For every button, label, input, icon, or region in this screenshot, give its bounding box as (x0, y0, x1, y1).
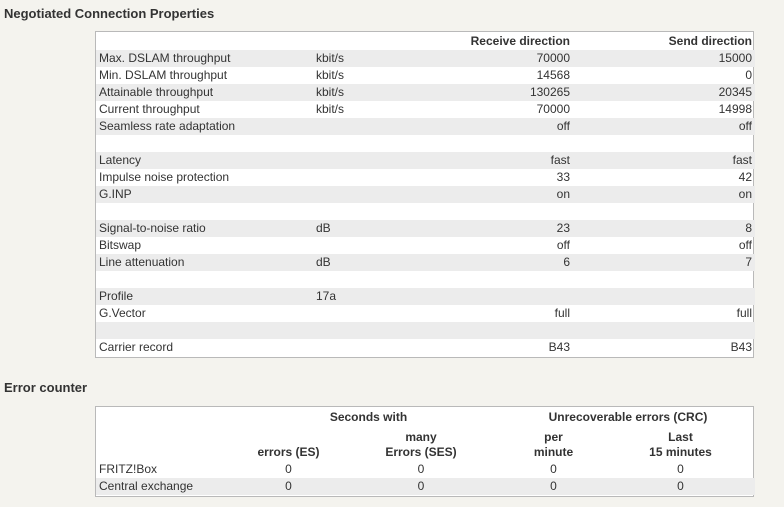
table-row (96, 152, 755, 169)
row-send-value: 42 (738, 170, 752, 184)
row-unit: kbit/s (316, 102, 345, 116)
row-unit (313, 203, 423, 220)
row-send-value (573, 203, 755, 220)
error-counter-panel (95, 406, 754, 497)
row-receive-value: B43 (548, 340, 570, 354)
header-per-line2: minute (533, 445, 574, 459)
row-receive-value: 14568 (536, 68, 570, 82)
row-label (96, 203, 313, 220)
header-last-line1: Last (668, 430, 693, 444)
table-row (96, 101, 755, 118)
row-send-value (573, 288, 755, 305)
table-row (96, 339, 755, 356)
table-header-row (96, 32, 755, 50)
row-send-value (573, 271, 755, 288)
error-subheader-empty (96, 427, 236, 461)
row-receive-value (423, 271, 573, 288)
row-send-value: full (736, 306, 752, 320)
errors-es-value: 0 (285, 462, 292, 476)
table-row (96, 186, 755, 203)
row-send-value: on (573, 186, 755, 203)
error-header-empty (96, 407, 236, 427)
row-label: G.INP (96, 186, 313, 203)
header-errors-es-text: errors (ES) (257, 445, 320, 459)
table-row (96, 478, 755, 495)
row-unit (313, 322, 423, 339)
row-label: Impulse noise protection (99, 170, 230, 184)
error-group-header-row (96, 407, 755, 427)
row-unit (313, 237, 423, 254)
row-label: Min. DSLAM throughput (99, 68, 228, 82)
table-row (96, 220, 755, 237)
row-label (96, 322, 313, 339)
error-counter-body (96, 461, 755, 495)
crc-last-15-value: 0 (677, 462, 684, 476)
section-title-errors: Error counter (4, 380, 88, 395)
row-send-value (573, 135, 755, 152)
row-unit: dB (313, 220, 423, 237)
table-row (96, 254, 755, 271)
row-unit (313, 118, 423, 135)
row-label: Max. DSLAM throughput (96, 50, 313, 67)
header-last-line2: 15 minutes (649, 445, 712, 459)
table-row (96, 50, 755, 67)
row-unit: kbit/s (313, 84, 423, 101)
header-unrecoverable-crc: Unrecoverable errors (CRC) (548, 410, 708, 424)
error-row-label: FRITZ!Box (99, 462, 158, 476)
row-receive-value (423, 322, 573, 339)
header-label-empty (96, 32, 313, 50)
row-label (96, 271, 313, 288)
row-receive-value: off (423, 118, 573, 135)
errors-es-value: 0 (236, 478, 341, 495)
row-send-value (573, 322, 755, 339)
row-unit (313, 186, 423, 203)
section-title-properties: Negotiated Connection Properties (4, 6, 215, 21)
row-label: Seamless rate adaptation (96, 118, 313, 135)
row-send-value: 7 (573, 254, 755, 271)
row-receive-value: off (556, 238, 570, 252)
row-receive-value (423, 135, 573, 152)
table-row (96, 118, 755, 135)
header-seconds-with: Seconds with (329, 410, 408, 424)
connection-properties-panel (95, 31, 754, 358)
row-receive-value: fast (423, 152, 573, 169)
row-receive-value: 70000 (423, 50, 573, 67)
errors-ses-value: 0 (341, 478, 501, 495)
row-receive-value: on (423, 186, 573, 203)
row-unit (313, 169, 423, 186)
row-send-value: fast (573, 152, 755, 169)
row-send-value: 8 (573, 220, 755, 237)
table-row (96, 305, 755, 322)
row-label: Bitswap (99, 238, 142, 252)
row-unit (313, 271, 423, 288)
row-send-value: off (573, 118, 755, 135)
header-per-line1: per (544, 430, 563, 444)
header-many-errors-ses (341, 427, 501, 461)
table-row (96, 288, 755, 305)
row-send-value: 20345 (573, 84, 755, 101)
error-counter-table (96, 407, 755, 495)
row-label: Carrier record (99, 340, 174, 354)
row-unit: kbit/s (313, 50, 423, 67)
row-label: Attainable throughput (96, 84, 313, 101)
header-unit-empty (313, 32, 423, 50)
table-row (96, 461, 755, 478)
header-receive-direction: Receive direction (470, 34, 570, 48)
crc-per-minute-value: 0 (550, 462, 557, 476)
table-row (96, 169, 755, 186)
row-receive-value: full (554, 306, 570, 320)
header-send-direction: Send direction (668, 34, 752, 48)
row-label: G.Vector (99, 306, 146, 320)
row-unit (313, 305, 423, 322)
connection-properties-body (96, 50, 755, 356)
row-send-value: B43 (730, 340, 752, 354)
header-per-minute (501, 427, 606, 461)
row-unit: dB (313, 254, 423, 271)
header-ses-line1: many (405, 430, 437, 444)
crc-per-minute-value: 0 (501, 478, 606, 495)
row-unit: 17a (313, 288, 423, 305)
row-receive-value (423, 203, 573, 220)
row-receive-value: 130265 (423, 84, 573, 101)
table-row (96, 84, 755, 101)
spacer-row (96, 271, 755, 288)
row-receive-value: 33 (556, 170, 570, 184)
header-ses-line2: Errors (SES) (385, 445, 457, 459)
row-label: Latency (96, 152, 313, 169)
header-errors-es (236, 427, 341, 461)
row-unit: kbit/s (316, 68, 345, 82)
row-receive-value: 23 (423, 220, 573, 237)
spacer-row (96, 135, 755, 152)
errors-ses-value: 0 (417, 462, 425, 476)
row-send-value: 0 (745, 68, 752, 82)
header-last-15-minutes (606, 427, 755, 461)
row-receive-value: 70000 (536, 102, 570, 116)
row-unit (313, 339, 423, 356)
row-label: Current throughput (99, 102, 200, 116)
row-label: Signal-to-noise ratio (96, 220, 313, 237)
row-send-value: 14998 (718, 102, 752, 116)
table-row (96, 67, 755, 84)
error-row-label: Central exchange (96, 478, 236, 495)
row-label: Profile (96, 288, 313, 305)
row-unit (313, 135, 423, 152)
crc-last-15-value: 0 (606, 478, 755, 495)
spacer-row (96, 203, 755, 220)
table-row (96, 237, 755, 254)
row-label (96, 135, 313, 152)
row-send-value: off (738, 238, 752, 252)
row-send-value: 15000 (573, 50, 755, 67)
connection-properties-table (96, 32, 755, 356)
row-receive-value (423, 288, 573, 305)
row-unit (313, 152, 423, 169)
spacer-row (96, 322, 755, 339)
row-label: Line attenuation (96, 254, 313, 271)
row-receive-value: 6 (423, 254, 573, 271)
error-sub-header-row (96, 427, 755, 461)
